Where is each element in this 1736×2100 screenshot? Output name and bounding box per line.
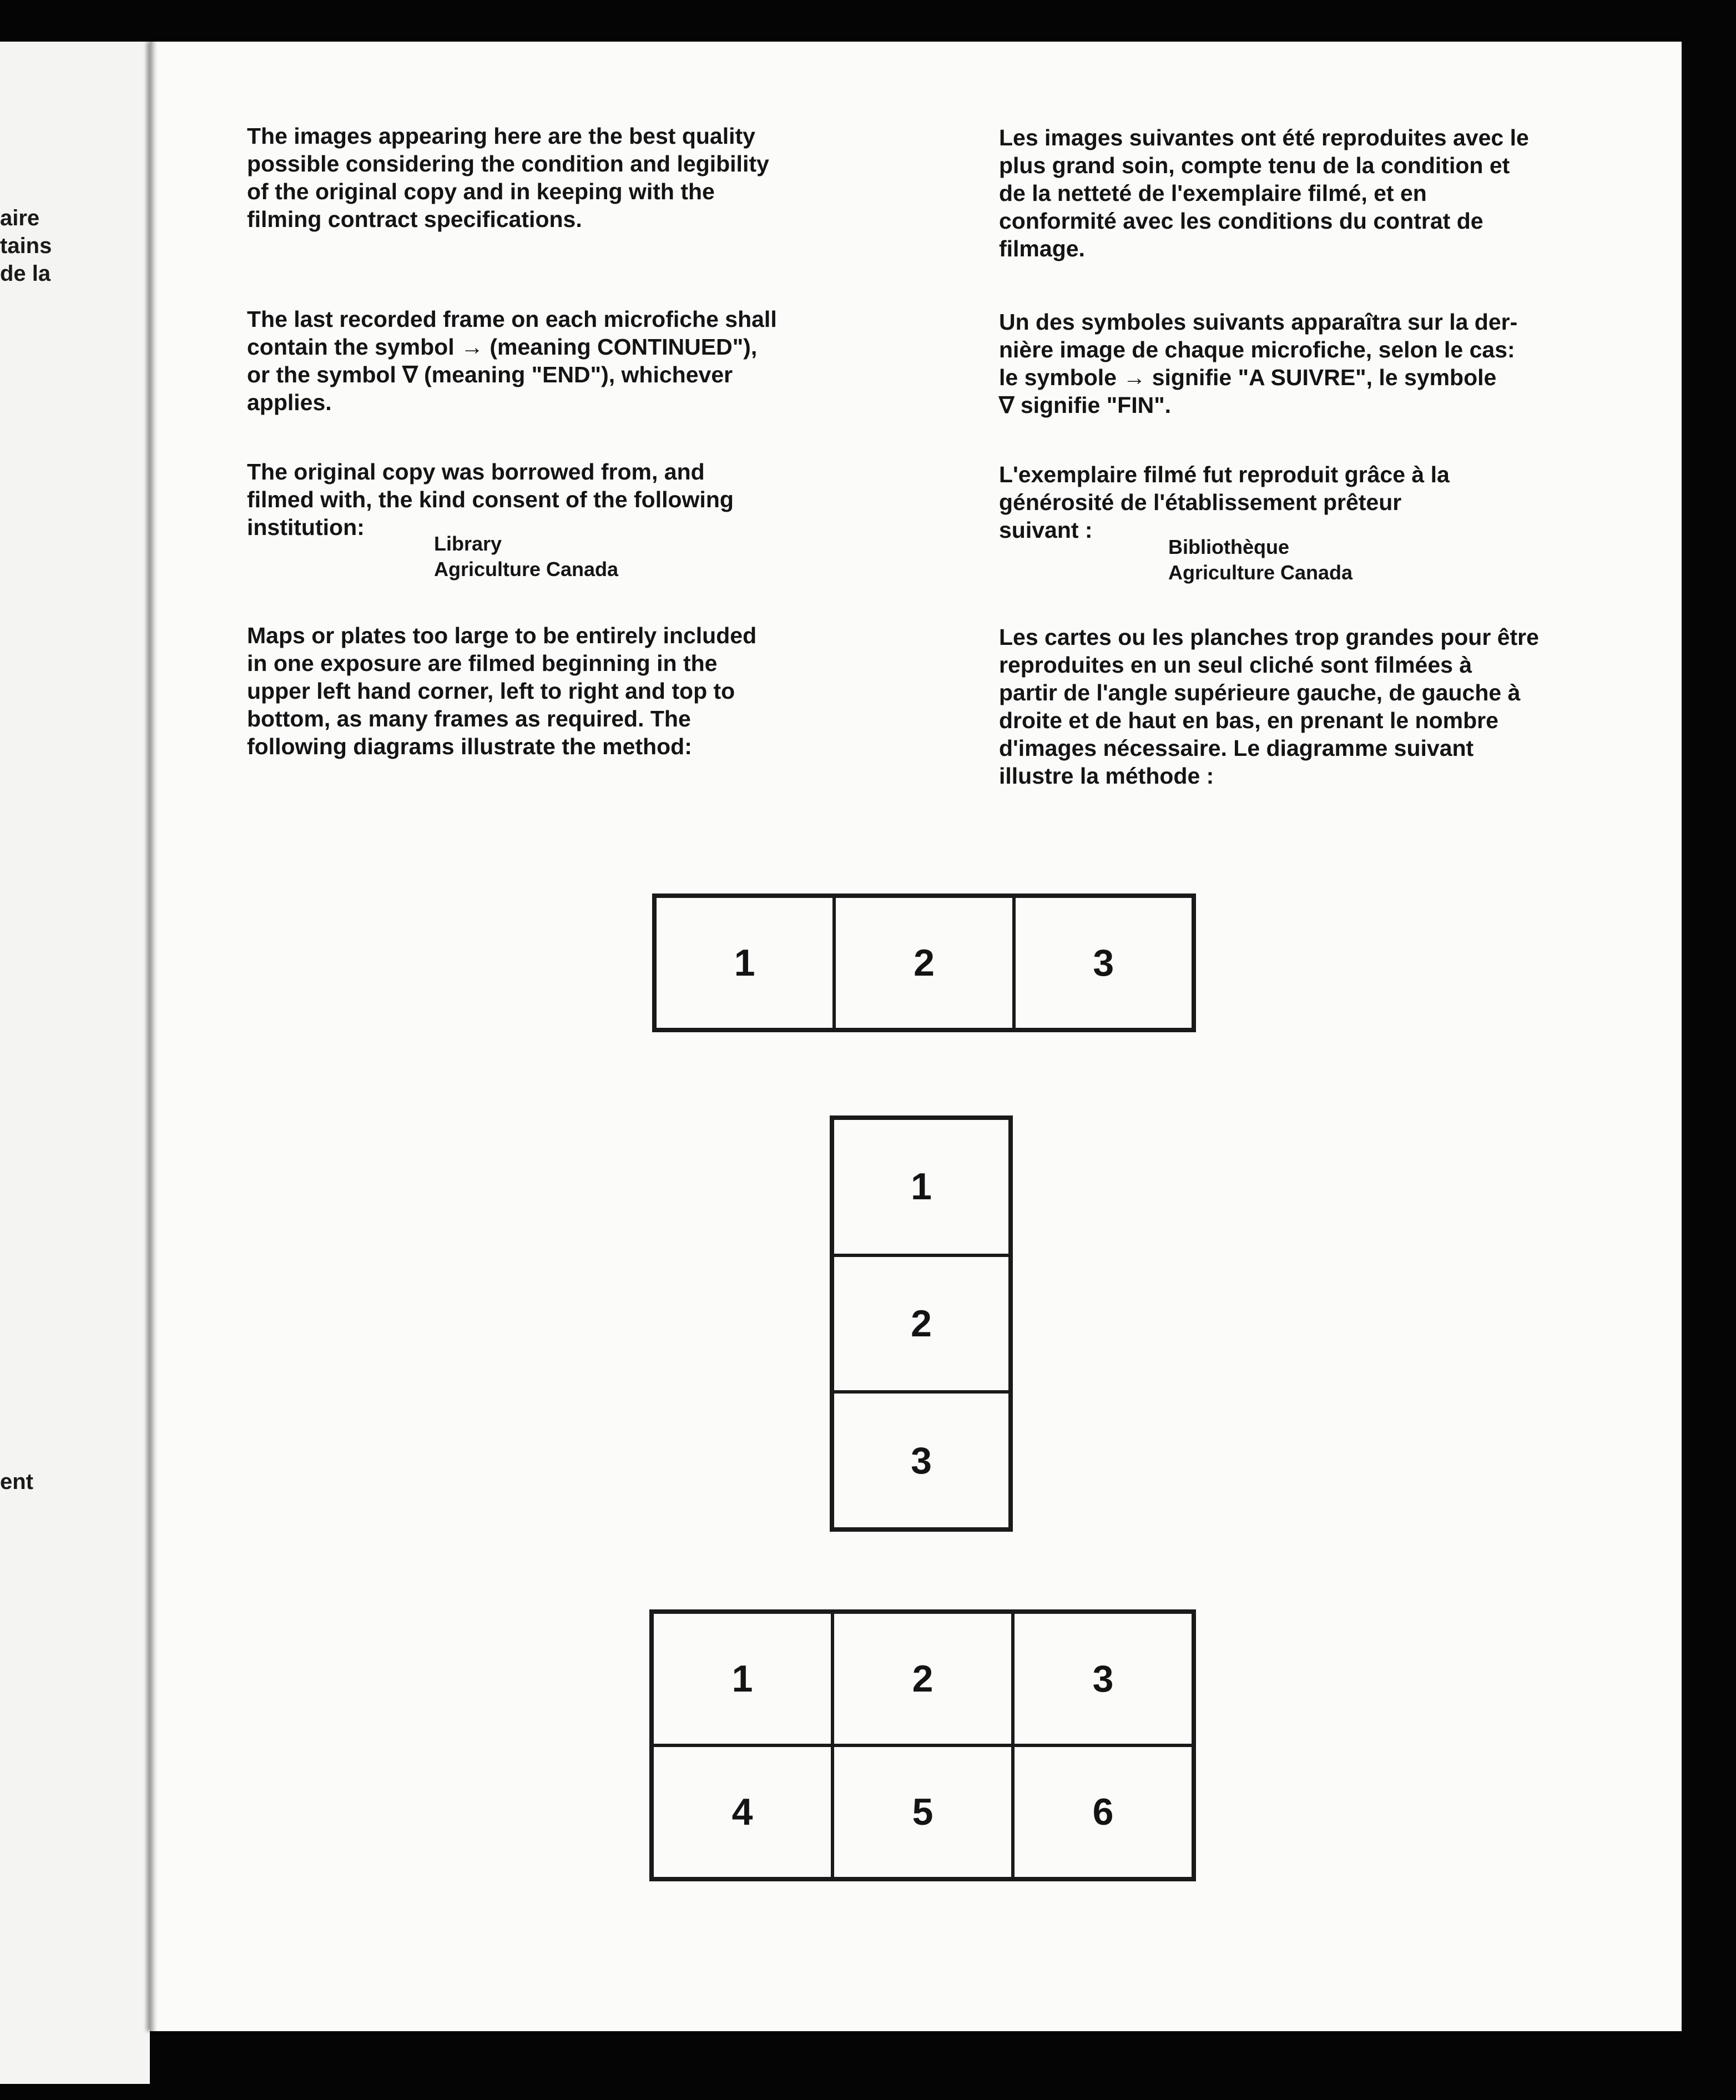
frame-cell: 2	[834, 896, 1013, 1029]
frame-cell: 2	[832, 1255, 1010, 1392]
strip-fragment: ent	[0, 1470, 33, 1494]
frame-cell: 4	[652, 1745, 832, 1879]
english-quality-notice: The images appearing here are the best quality possible considering the condition and legibility of the original copy and in keeping with the filming contract specifications.	[247, 123, 769, 232]
frame-cell: 6	[1013, 1745, 1193, 1879]
frame-cell: 1	[652, 1612, 832, 1745]
frame-cell: 5	[832, 1745, 1013, 1879]
strip-fragment: tains	[0, 234, 52, 258]
english-consent-notice: The original copy was borrowed from, and filmed with, the kind consent of the following institution:	[247, 459, 734, 540]
diagram-column	[830, 1115, 1013, 1532]
french-consent-notice: L'exemplaire filmé fut reproduit grâce à la générosité de l'établissement prêteur suivant :	[999, 462, 1450, 543]
english-maps-notice: Maps or plates too large to be entirely included in one exposure are filmed beginning in the upper left hand corner, left to right and top to bottom, as many frames as required. The following diagrams illustrate the method:	[247, 623, 757, 759]
frame-cell: 1	[655, 896, 834, 1029]
frame-cell: 3	[1013, 1612, 1193, 1745]
frame-cell: 2	[832, 1612, 1013, 1745]
notice-page	[150, 42, 1682, 2031]
previous-page-edge	[0, 42, 150, 2084]
frame-cell: 3	[832, 1392, 1010, 1529]
french-quality-notice: Les images suivantes ont été reproduites avec le plus grand soin, compte tenu de la condition et de la netteté de l'exemplaire filmé, et en conformité avec les conditions du contrat de filmage.	[999, 125, 1529, 261]
english-institution: Library Agriculture Canada	[434, 532, 619, 580]
diagram-row	[652, 893, 1196, 1032]
english-symbol-notice: The last recorded frame on each microfiche shall contain the symbol → (meaning CONTINUED"), or the symbol ∇ (meaning "END"), whichever applies.	[247, 306, 777, 415]
page-fold-shadow	[150, 42, 158, 2031]
french-maps-notice: Les cartes ou les planches trop grandes pour être reproduites en un seul cliché sont filmées à partir de l'angle supérieure gauche, de gauche à droite et de haut en bas, en prenant le nombre d'images nécessaire. Le diagramme suivant illustre la méthode :	[999, 624, 1539, 789]
french-institution: Bibliothèque Agriculture Canada	[1168, 536, 1353, 584]
strip-fragment: aire	[0, 206, 40, 230]
strip-fragment: de la	[0, 261, 51, 286]
diagram-grid	[649, 1609, 1196, 1881]
frame-cell: 3	[1014, 896, 1193, 1029]
frame-cell: 1	[832, 1118, 1010, 1255]
french-symbol-notice: Un des symboles suivants apparaîtra sur la der- nière image de chaque microfiche, selon le cas: le symbole → signifie "A SUIVRE", le symbole ∇ signifie "FIN".	[999, 309, 1518, 418]
